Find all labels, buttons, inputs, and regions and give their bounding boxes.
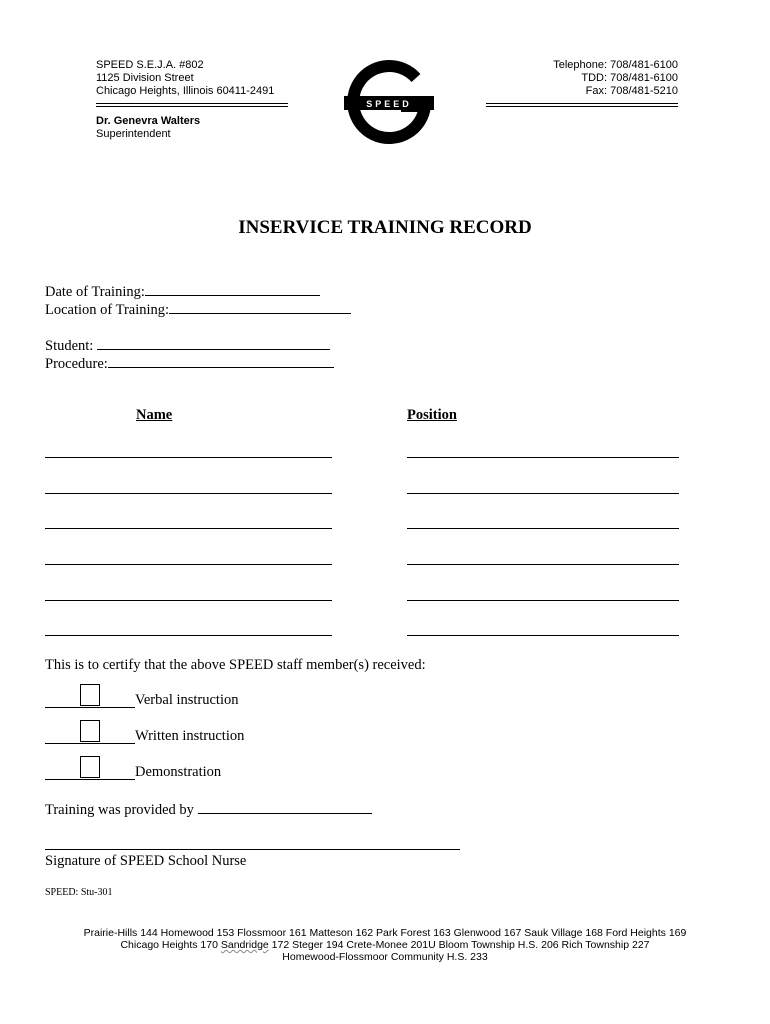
logo-text: SPEED	[366, 99, 412, 109]
procedure-blank[interactable]	[108, 354, 334, 368]
option-line	[45, 707, 135, 708]
certify-text: This is to certify that the above SPEED staff member(s) received:	[45, 657, 426, 673]
superintendent-name: Dr. Genevra Walters	[96, 115, 201, 127]
student-label: Student:	[45, 338, 94, 354]
tdd: TDD: 708/481-6100	[581, 72, 678, 84]
position-line-2[interactable]	[407, 493, 679, 494]
org-address-block	[96, 59, 274, 98]
date-blank[interactable]	[145, 282, 320, 296]
page-title: INSERVICE TRAINING RECORD	[238, 217, 532, 238]
location-label: Location of Training:	[45, 302, 170, 318]
superintendent-block	[96, 115, 200, 141]
provided-by-label: Training was provided by	[45, 802, 194, 818]
verbal-label: Verbal instruction	[135, 692, 239, 708]
footer-line-2	[40, 939, 730, 951]
org-city: Chicago Heights, Illinois 60411-2491	[96, 85, 275, 97]
provided-by-field[interactable]	[45, 800, 372, 819]
option-line	[45, 779, 135, 780]
name-line-1[interactable]	[45, 457, 332, 458]
written-checkbox[interactable]	[80, 720, 100, 742]
org-street: 1125 Division Street	[96, 72, 194, 84]
demonstration-checkbox[interactable]	[80, 756, 100, 778]
name-line-3[interactable]	[45, 528, 332, 529]
contact-block	[553, 59, 678, 98]
written-label: Written instruction	[135, 728, 245, 744]
position-header: Position	[407, 407, 457, 423]
position-line-4[interactable]	[407, 564, 679, 565]
name-line-5[interactable]	[45, 600, 332, 601]
footer-line-2-end: 172 Steger 194 Crete-Monee 201U Bloom Township H.S. 206 Rich Township 227	[268, 939, 650, 951]
signature-line[interactable]	[45, 849, 460, 850]
name-line-6[interactable]	[45, 635, 332, 636]
footer-line-2-start: Chicago Heights 170	[120, 939, 221, 951]
procedure-field[interactable]	[45, 354, 334, 373]
form-code: SPEED: Stu-301	[45, 887, 113, 898]
superintendent-title: Superintendent	[96, 128, 171, 140]
position-line-1[interactable]	[407, 457, 679, 458]
option-written[interactable]	[45, 720, 345, 744]
footer-line-1: Prairie-Hills 144 Homewood 153 Flossmoor 161 Matteson 162 Park Forest 163 Glenwood 167 Sauk Village 168 Ford Heights 169	[83, 927, 687, 939]
position-line-3[interactable]	[407, 528, 679, 529]
signature-label: Signature of SPEED School Nurse	[45, 853, 247, 869]
footer-sandridge: Sandridge	[220, 939, 269, 951]
fax: Fax: 708/481-5210	[585, 85, 678, 97]
demonstration-label: Demonstration	[135, 764, 222, 780]
provided-by-blank[interactable]	[198, 800, 372, 814]
speed-logo-icon	[344, 58, 434, 148]
position-line-6[interactable]	[407, 635, 679, 636]
student-blank[interactable]	[97, 336, 330, 350]
location-field[interactable]	[45, 300, 351, 319]
district-footer	[40, 927, 730, 963]
verbal-checkbox[interactable]	[80, 684, 100, 706]
procedure-label: Procedure:	[45, 356, 108, 372]
org-name: SPEED S.E.J.A. #802	[96, 59, 204, 71]
option-demonstration[interactable]	[45, 756, 345, 780]
footer-line-3: Homewood-Flossmoor Community H.S. 233	[282, 951, 488, 963]
speed-logo	[344, 58, 434, 148]
date-field[interactable]	[45, 282, 320, 301]
name-line-4[interactable]	[45, 564, 332, 565]
header-left-divider	[96, 103, 288, 107]
date-label: Date of Training:	[45, 284, 145, 300]
telephone: Telephone: 708/481-6100	[553, 59, 678, 71]
option-line	[45, 743, 135, 744]
option-verbal[interactable]	[45, 684, 345, 708]
position-line-5[interactable]	[407, 600, 679, 601]
student-field[interactable]	[45, 336, 330, 355]
location-blank[interactable]	[169, 300, 351, 314]
name-header: Name	[136, 407, 173, 423]
name-line-2[interactable]	[45, 493, 332, 494]
header-right-divider	[486, 103, 678, 107]
